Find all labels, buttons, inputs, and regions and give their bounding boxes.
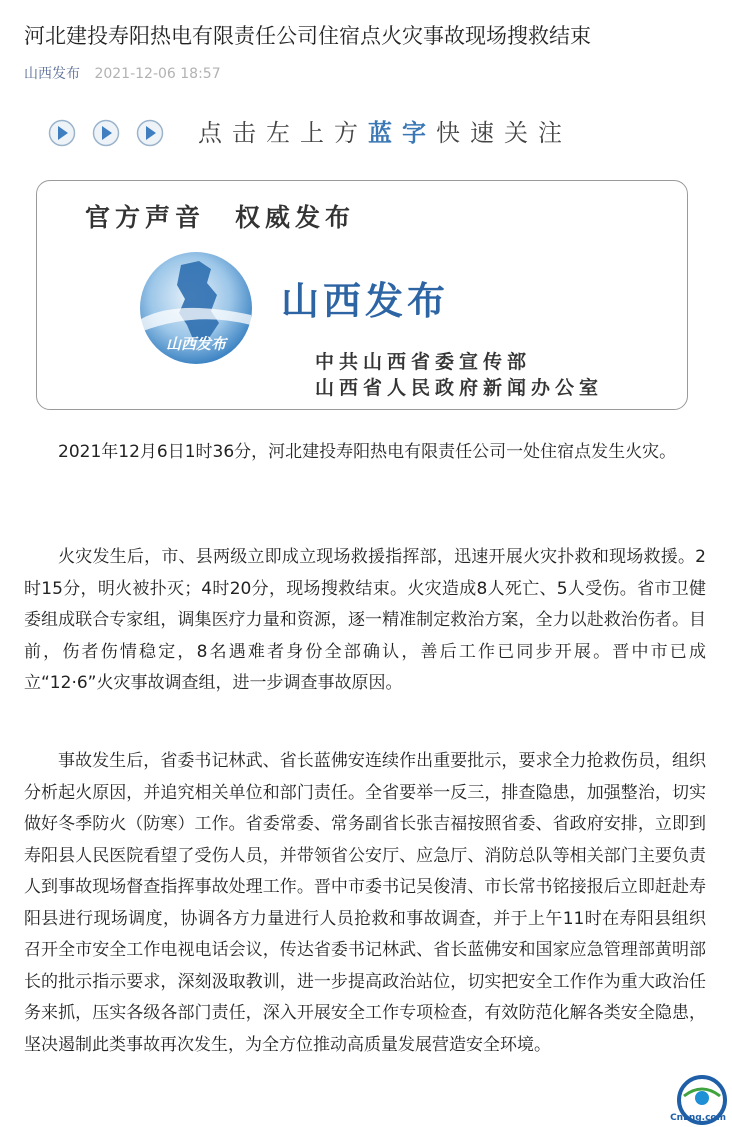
- banner-dept-line1: 中共山西省委宣传部: [315, 351, 532, 373]
- source-watermark: [596, 1072, 732, 1127]
- shanxi-fabu-logo: [137, 249, 255, 367]
- follow-prompt-text: [198, 117, 572, 149]
- account-name-link[interactable]: 山西发布: [24, 66, 80, 82]
- watermark-text: 蓝鲸: [596, 1085, 624, 1101]
- logo-text: 山西发布: [165, 335, 227, 353]
- article-title: 河北建投寿阳热电有限责任公司住宿点火灾事故现场搜救结束: [24, 24, 591, 48]
- body-paragraph-1: 2021年12月6日1时36分，河北建投寿阳热电有限责任公司一处住宿点发生火灾。: [58, 442, 677, 462]
- body-paragraph-2: 火灾发生后，市、县两级立即成立现场救援指挥部，迅速开展火灾扑救和现场救援。2时15分，明火被扑灭；4时20分，现场搜救结束。火灾造成8人死亡、5人受伤。省市卫健委组成联合专家组，调集医疗力量和资源，逐一精准制定救治方案，全力以赴救治伤者。目前，伤者伤情稳定，8名遇难者身份全部确认，善后工作已同步开展。晋中市已成立“12·6”火灾事故调查组，进一步调查事故原因。: [24, 547, 706, 693]
- watermark-site: CnLng.com: [670, 1113, 726, 1123]
- body-paragraph-3: 事故发生后，省委书记林武、省长蓝佛安连续作出重要批示，要求全力抢救伤员，组织分析起火原因，并追究相关单位和部门责任。全省要举一反三，排查隐患，加强整治，切实做好冬季防火（防寒）工作。省委常委、常务副省长张吉福按照省委、省政府安排，立即到寿阳县人民医院看望了受伤人员，并带领省公安厅、应急厅、消防总队等相关部门主要负责人到事故现场督查指挥事故处理工作。晋中市委书记吴俊清、市长常书铭接报后立即赶赴寿阳县进行现场调度，协调各方力量进行人员抢救和事故调查，并于上午11时在寿阳县组织召开全市安全工作电视电话会议，传达省委书记林武、省长蓝佛安和国家应急管理部黄明部长的批示指示要求，深刻汲取教训，进一步提高政治站位，切实把安全工作作为重大政治任务来抓，压实各级各部门责任，深入开展安全工作专项检查，有效防范化解各类安全隐患，坚决遏制此类事故再次发生，为全方位推动高质量发展营造安全环境。: [24, 751, 706, 1055]
- account-banner: [36, 180, 688, 410]
- banner-slogan: 官方声音 权威发布: [85, 203, 356, 232]
- follow-text-highlight: 蓝字: [368, 119, 436, 147]
- follow-prompt-bar: [48, 117, 698, 149]
- follow-text-after: 快速关注: [436, 119, 572, 147]
- article-meta: [24, 64, 221, 84]
- play-arrow-icon: [136, 119, 164, 147]
- follow-text-before: 点击左上方: [198, 119, 368, 147]
- banner-dept-line2: 山西省人民政府新闻办公室: [315, 377, 604, 399]
- banner-brand-name: 山西发布: [281, 279, 450, 323]
- play-arrow-icon: [48, 119, 76, 147]
- play-arrow-icon: [92, 119, 120, 147]
- publish-time: 2021-12-06 18:57: [94, 66, 221, 82]
